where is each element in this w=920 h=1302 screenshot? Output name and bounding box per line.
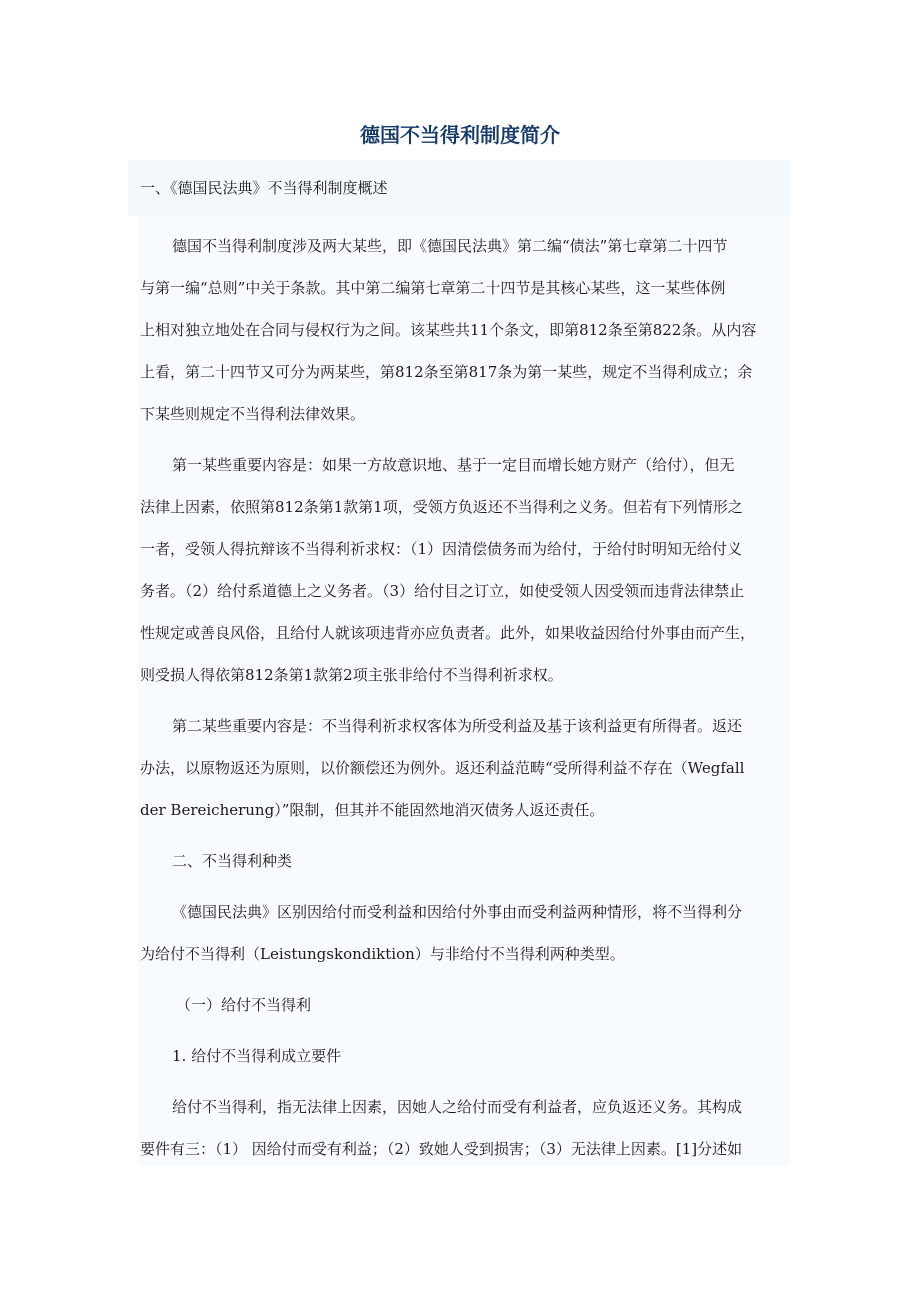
paragraph-1-line: 德国不当得利制度涉及两大某些，即《德国民法典》第二编“债法”第七章第二十四节 <box>172 237 728 255</box>
subsection-1-heading: （一）给付不当得利 <box>176 996 312 1014</box>
paragraph-4-line: 《德国民法典》区别因给付而受利益和因给付外事由而受利益两种情形，将不当得利分 <box>172 903 743 921</box>
document-title: 德国不当得利制度简介 <box>360 123 560 147</box>
paragraph-2-line: 务者。（2）给付系道德上之义务者。（3）给付目之订立，如使受领人因受领而违背法律禁止 <box>140 582 745 600</box>
paragraph-4-line: 为给付不当得利（Leistungskondiktion）与非给付不当得利两种类型。 <box>140 945 625 963</box>
paragraph-1-line: 下某些则规定不当得利法律效果。 <box>140 405 366 423</box>
section-1-heading: 一、《德国民法典》不当得利制度概述 <box>140 179 388 197</box>
paragraph-1-line: 上相对独立地处在合同与侵权行为之间。该某些共11个条文，即第812条至第822条。从内容 <box>140 321 757 339</box>
paragraph-1-line: 与第一编“总则”中关于条款。其中第二编第七章第二十四节是其核心某些，这一某些体例 <box>140 279 726 297</box>
paragraph-2-line: 一者，受领人得抗辩该不当得利祈求权：（1）因清偿债务而为给付，于给付时明知无给付义 <box>140 540 743 558</box>
paragraph-2-line: 则受损人得依第812条第1款第2项主张非给付不当得利祈求权。 <box>140 666 563 684</box>
paragraph-5-line: 给付不当得利，指无法律上因素，因她人之给付而受有利益者，应负返还义务。其构成 <box>172 1098 743 1116</box>
paragraph-1-line: 上看，第二十四节又可分为两某些，第812条至第817条为第一某些，规定不当得利成立；余 <box>140 363 753 381</box>
subsection-1-1-heading: 1. 给付不当得利成立要件 <box>172 1047 342 1065</box>
section-2-heading: 二、不当得利种类 <box>172 852 293 870</box>
paragraph-2-line: 性规定或善良风俗，且给付人就该项违背亦应负责者。此外，如果收益因给付外事由而产生， <box>140 624 756 642</box>
paragraph-2-line: 第一某些重要内容是：如果一方故意识地、基于一定目而增长她方财产（给付），但无 <box>172 456 735 474</box>
paragraph-3-line: der Bereicherung）”限制，但其并不能固然地消灭债务人返还责任。 <box>140 801 605 819</box>
paragraph-2-line: 法律上因素，依照第812条第1款第1项，受领方负返还不当得利之义务。但若有下列情形之 <box>140 498 743 516</box>
paragraph-5-line: 要件有三：（1） 因给付而受有利益；（2）致她人受到损害；（3）无法律上因素。[1]分述如 <box>140 1140 743 1158</box>
paragraph-3-line: 办法，以原物返还为原则，以价额偿还为例外。返还利益范畴“受所得利益不存在（Wegfall <box>140 759 745 777</box>
paragraph-3-line: 第二某些重要内容是：不当得利祈求权客体为所受利益及基于该利益更有所得者。返还 <box>172 717 743 735</box>
